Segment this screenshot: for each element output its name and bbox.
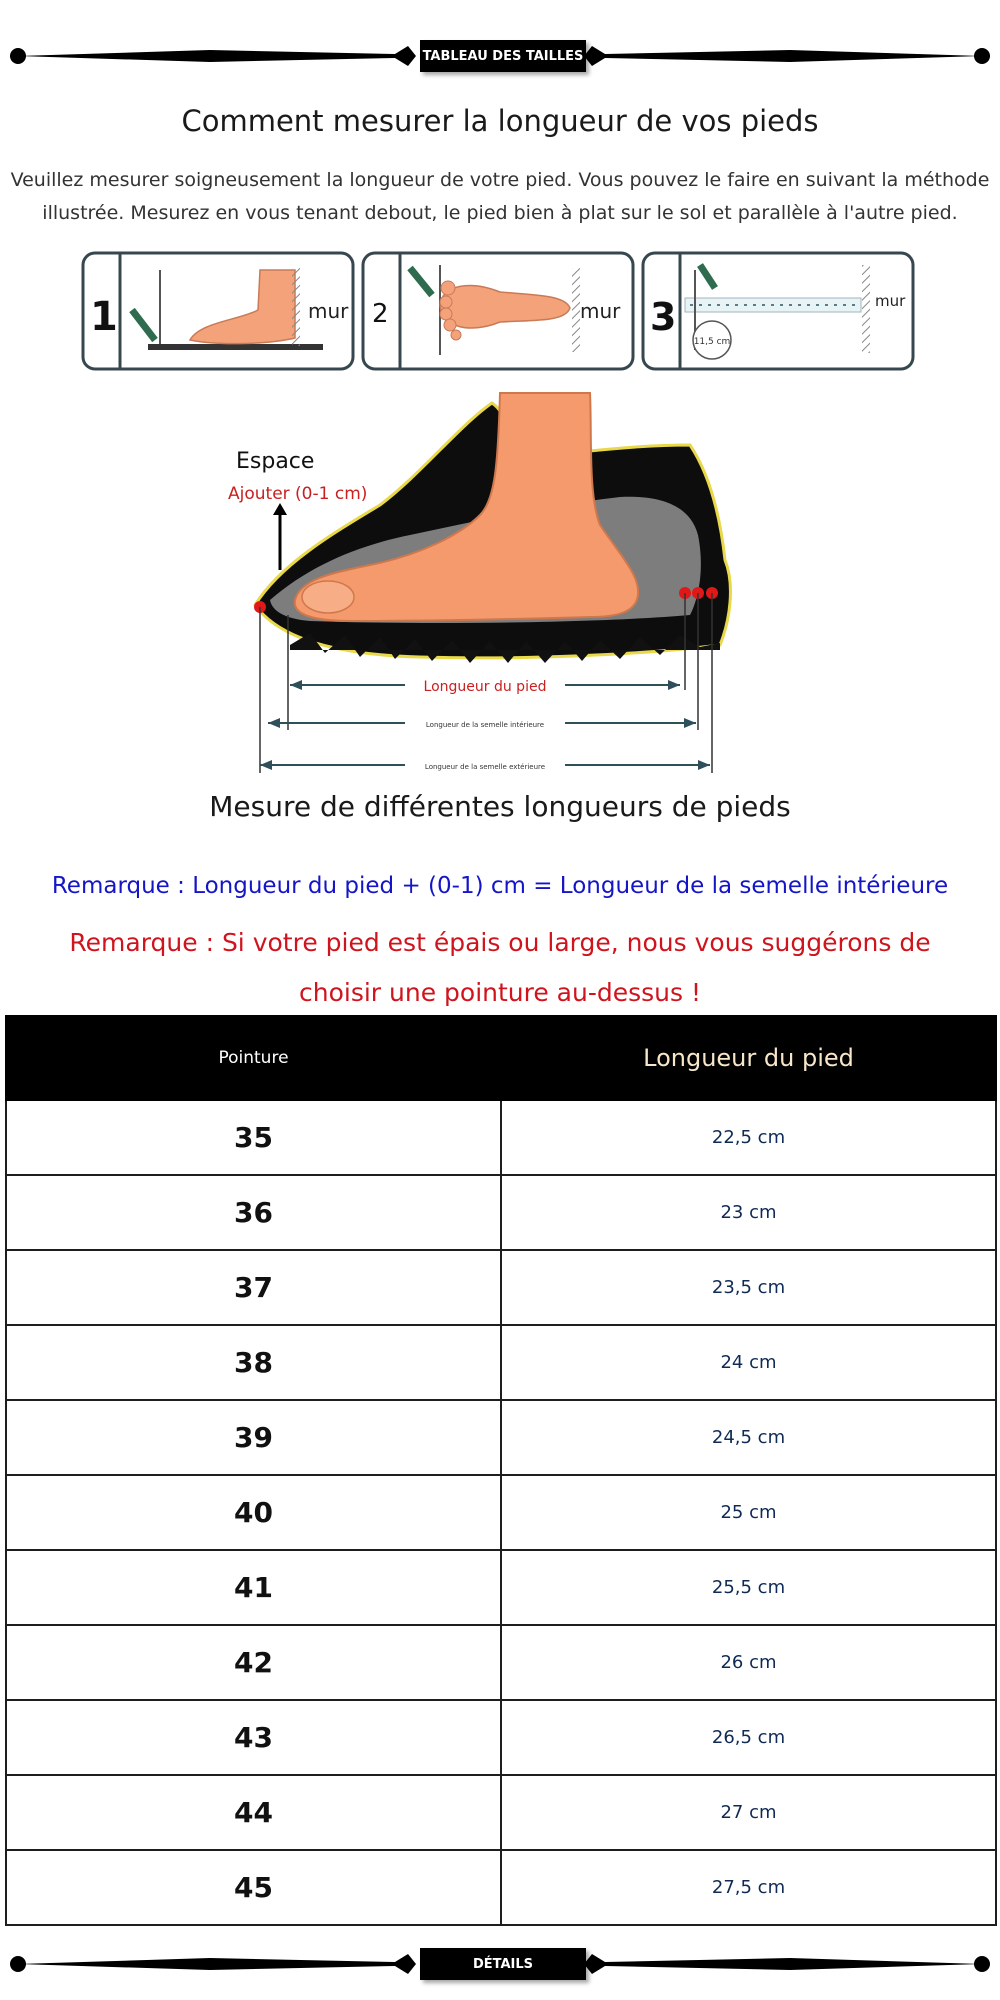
size-cell: 39 xyxy=(6,1400,501,1475)
note-size-up-line-1: Remarque : Si votre pied est épais ou large, nous vous suggérons de xyxy=(69,928,931,957)
size-cell: 36 xyxy=(6,1175,501,1250)
length-cell: 23,5 cm xyxy=(501,1250,996,1325)
step-1-wall-label: mur xyxy=(308,299,349,323)
table-row xyxy=(6,1700,996,1775)
page-title: Comment mesurer la longueur de vos pieds xyxy=(181,104,819,138)
table-row xyxy=(6,1775,996,1850)
section-title-details: DÉTAILS xyxy=(420,1948,586,1980)
length-cell: 24,5 cm xyxy=(501,1400,996,1475)
step-2-number: 2 xyxy=(372,299,389,329)
measuring-steps-illustration xyxy=(80,250,916,372)
section-heading: Mesure de différentes longueurs de pieds xyxy=(209,790,791,823)
table-row xyxy=(6,1475,996,1550)
size-cell: 37 xyxy=(6,1250,501,1325)
length-cell: 27 cm xyxy=(501,1775,996,1850)
length-cell: 25 cm xyxy=(501,1475,996,1550)
size-cell: 40 xyxy=(6,1475,501,1550)
note-size-up-line-2: choisir une pointure au-dessus ! xyxy=(298,978,702,1007)
step-2-panel xyxy=(363,253,633,369)
table-row xyxy=(6,1625,996,1700)
step-2-wall-label: mur xyxy=(580,299,621,323)
length-cell: 24 cm xyxy=(501,1325,996,1400)
table-row xyxy=(6,1100,996,1175)
size-cell: 45 xyxy=(6,1850,501,1925)
length-cell: 26,5 cm xyxy=(501,1700,996,1775)
table-row xyxy=(6,1250,996,1325)
column-header-length: Longueur du pied xyxy=(501,1016,996,1100)
note-insole-formula: Remarque : Longueur du pied + (0-1) cm = Longueur de la semelle intérieure xyxy=(51,873,949,899)
section-title-size-chart: TABLEAU DES TAILLES xyxy=(420,40,586,72)
table-row xyxy=(6,1325,996,1400)
step-3-wall-label: mur xyxy=(875,292,906,310)
length-cell: 27,5 cm xyxy=(501,1850,996,1925)
table-row xyxy=(6,1550,996,1625)
size-cell: 42 xyxy=(6,1625,501,1700)
size-cell: 35 xyxy=(6,1100,501,1175)
top-divider xyxy=(0,36,1000,76)
size-cell: 44 xyxy=(6,1775,501,1850)
column-header-size: Pointure xyxy=(6,1016,501,1100)
table-row xyxy=(6,1400,996,1475)
foot-length-diagram xyxy=(220,385,740,775)
length-cell: 25,5 cm xyxy=(501,1550,996,1625)
foot-length-label: Longueur du pied xyxy=(423,679,547,695)
space-label: Espace xyxy=(236,449,315,474)
add-space-label: Ajouter (0-1 cm) xyxy=(228,484,368,504)
step-3-ruler-value: 11,5 cm xyxy=(693,337,731,347)
table-row xyxy=(6,1175,996,1250)
intro-text xyxy=(0,164,1000,230)
table-header-row xyxy=(6,1016,996,1100)
step-1-number: 1 xyxy=(90,294,118,340)
size-cell: 43 xyxy=(6,1700,501,1775)
bottom-divider xyxy=(0,1944,1000,1984)
size-cell: 38 xyxy=(6,1325,501,1400)
step-3-number: 3 xyxy=(650,295,677,339)
insole-outer-length-label: Longueur de la semelle extérieure xyxy=(424,763,546,771)
table-row xyxy=(6,1850,996,1925)
step-1-panel xyxy=(83,253,353,369)
size-table xyxy=(5,1015,997,1926)
note-size-up xyxy=(0,918,1000,1018)
length-cell: 22,5 cm xyxy=(501,1100,996,1175)
step-3-panel xyxy=(643,253,913,369)
length-cell: 23 cm xyxy=(501,1175,996,1250)
length-cell: 26 cm xyxy=(501,1625,996,1700)
intro-line-2: illustrée. Mesurez en vous tenant debout, le pied bien à plat sur le sol et parallèle à l'autre pied. xyxy=(42,202,958,224)
size-cell: 41 xyxy=(6,1550,501,1625)
intro-line-1: Veuillez mesurer soigneusement la longueur de votre pied. Vous pouvez le faire en suivant la méthode xyxy=(10,169,990,191)
insole-inner-length-label: Longueur de la semelle intérieure xyxy=(425,721,545,729)
